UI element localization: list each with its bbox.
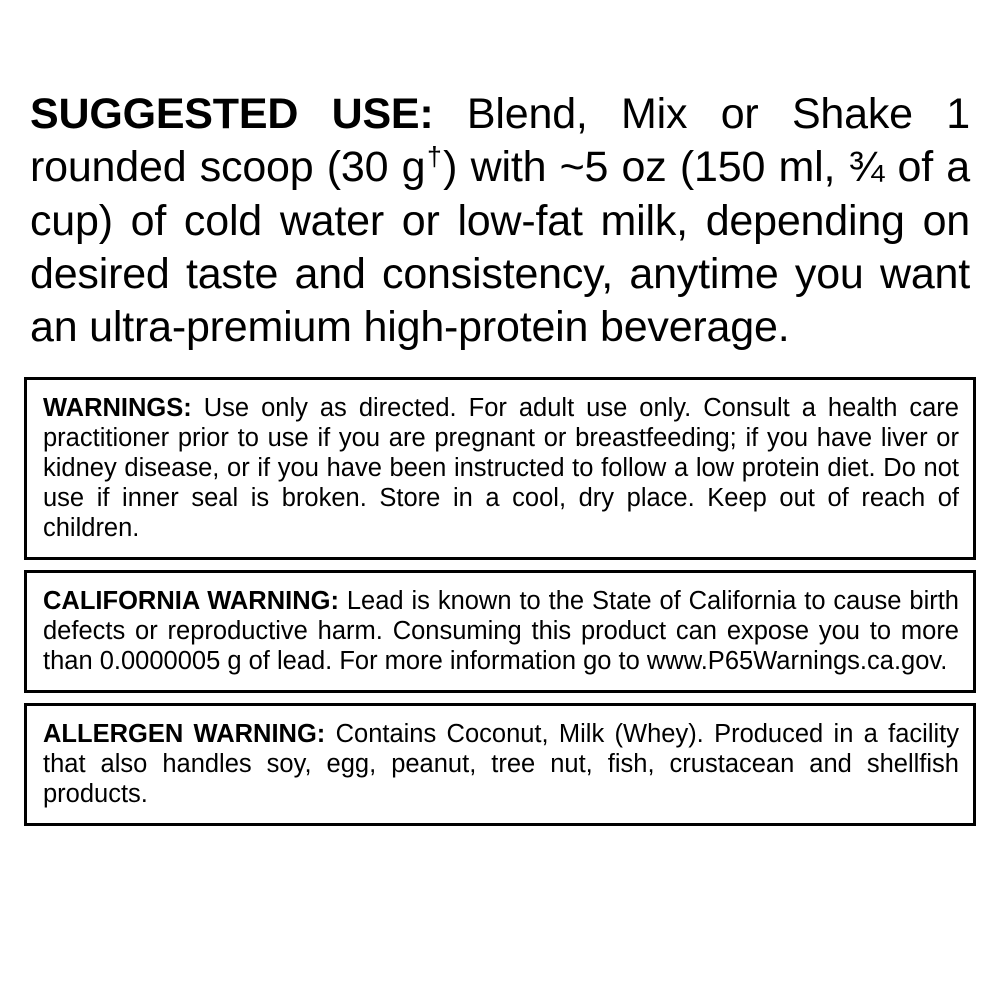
warnings-heading: WARNINGS:	[43, 393, 192, 422]
california-warning-heading: CALIFORNIA WARNING:	[43, 586, 339, 615]
warnings-box	[24, 377, 976, 560]
allergen-warning-heading: ALLERGEN WARNING:	[43, 720, 326, 749]
warnings-body: Use only as directed. For adult use only. Consult a health care practitioner prior to use if you are pregnant or breastfeeding; if you have liver or kidney disease, or if you have been instructed to follow a low protein diet. Do not use if inner seal is broken. Store in a cool, dry place. Keep out of reach of children.	[43, 393, 959, 542]
allergen-warning-text	[43, 719, 959, 809]
california-warning-body: Lead is known to the State of California to cause birth defects or reproductive harm. Consuming this product can expose you to more than 0.0000005 g of lead. For more information go to www.P65Warnings.ca.gov.	[43, 586, 959, 676]
allergen-warning-box	[24, 703, 976, 826]
california-warning-box	[24, 570, 976, 693]
suggested-use-heading: SUGGESTED USE:	[30, 90, 434, 138]
dagger-symbol: †	[425, 141, 444, 172]
warnings-text	[43, 393, 959, 543]
suggested-use-body-part1: Blend, Mix or Shake 1 rounded scoop (30 g	[30, 90, 970, 192]
california-warning-text	[43, 586, 959, 676]
suggested-use-body-part2: ) with ~5 oz (150 ml, ¾ of a cup) of cold water or low-fat milk, depending on desired taste and consistency, anytime you want an ultra-premium high-protein beverage.	[30, 143, 970, 352]
suggested-use-paragraph	[24, 88, 976, 355]
allergen-warning-body: Contains Coconut, Milk (Whey). Produced in a facility that also handles soy, egg, peanut, tree nut, fish, crustacean and shellfish products.	[43, 720, 959, 809]
